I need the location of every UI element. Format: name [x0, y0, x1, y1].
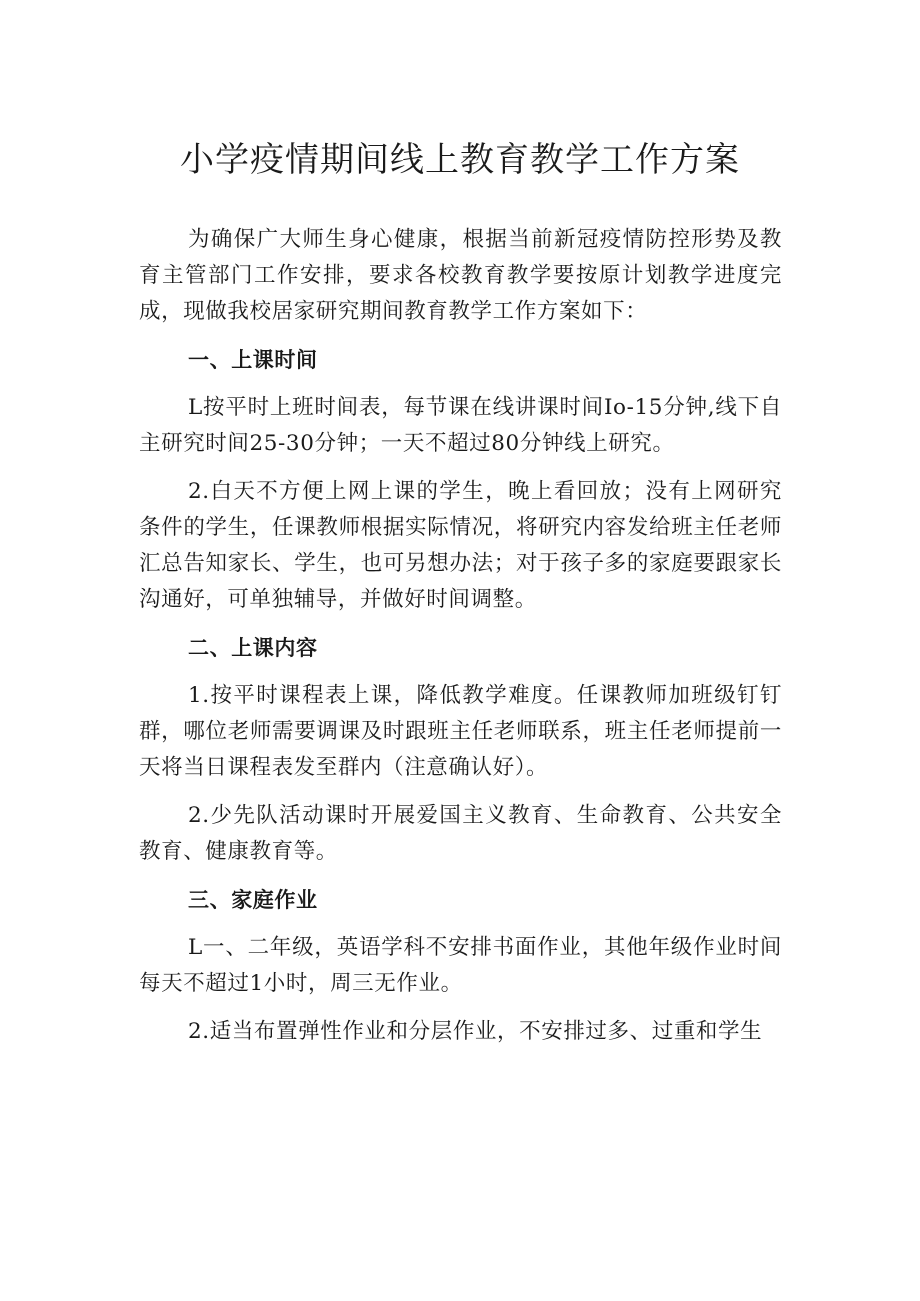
- document-body: [139, 222, 782, 1062]
- section-heading-class-content: 二、上课内容: [188, 636, 318, 660]
- class-time-item-1: L按平时上班时间表，每节课在线讲课时间Io-15分钟,线下自主研究时间25-30分钟；一天不超过80分钟线上研究。: [139, 395, 782, 456]
- intro-paragraph: 为确保广大师生身心健康，根据当前新冠疫情防控形势及教育主管部门工作安排，要求各校教育教学要按原计划教学进度完成，现做我校居家研究期间教育教学工作方案如下：: [139, 227, 782, 324]
- class-content-item-2: 2.少先队活动课时开展爱国主义教育、生命教育、公共安全教育、健康教育等。: [139, 803, 782, 864]
- homework-item-2: 2.适当布置弹性作业和分层作业，不安排过多、过重和学生: [188, 1019, 763, 1044]
- section-heading-class-time: 一、上课时间: [188, 348, 318, 372]
- class-content-item-1: 1.按平时课程表上课，降低教学难度。任课教师加班级钉钉群，哪位老师需要调课及时跟班主任老师联系，班主任老师提前一天将当日课程表发至群内（注意确认好）。: [139, 683, 782, 780]
- class-time-item-2: 2.白天不方便上网上课的学生，晚上看回放；没有上网研究条件的学生，任课教师根据实际情况，将研究内容发给班主任老师汇总告知家长、学生，也可另想办法；对于孩子多的家庭要跟家长沟通好，可单独辅导，并做好时间调整。: [139, 479, 782, 612]
- section-heading-homework: 三、家庭作业: [188, 888, 318, 912]
- document-title: 小学疫情期间线上教育教学工作方案: [180, 140, 740, 180]
- homework-item-1: L一、二年级，英语学科不安排书面作业，其他年级作业时间每天不超过1小时，周三无作业。: [139, 935, 782, 996]
